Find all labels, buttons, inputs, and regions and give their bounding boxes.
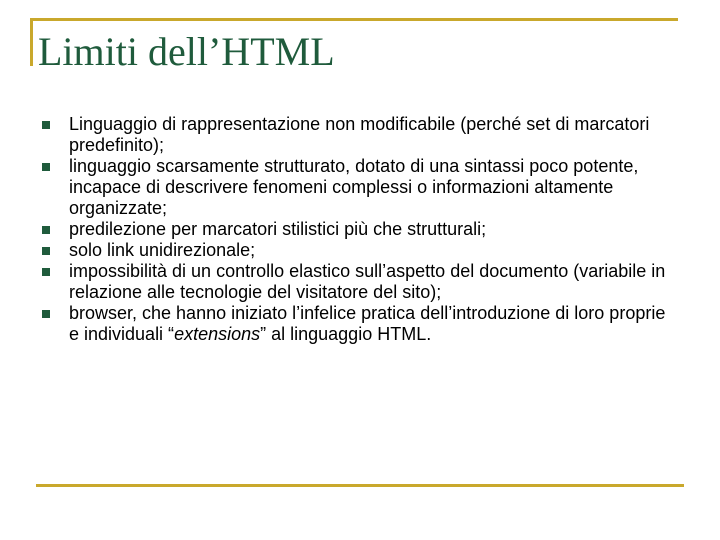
bullet-text-after: ” al linguaggio HTML. xyxy=(260,324,432,344)
square-bullet-icon xyxy=(42,226,50,234)
bullet-item xyxy=(40,156,680,219)
bullet-text-before: browser, che hanno iniziato l’infelice pratica dell’introduzione di loro proprie e individuali “ xyxy=(69,303,666,344)
bullet-item xyxy=(40,219,680,240)
bullet-item xyxy=(40,114,680,156)
bottom-rule-line xyxy=(36,484,684,487)
square-bullet-icon xyxy=(42,163,50,171)
title-frame-left-line xyxy=(30,18,33,66)
square-bullet-icon xyxy=(42,310,50,318)
bullet-text: Linguaggio di rappresentazione non modificabile (perché set di marcatori predefinito); xyxy=(69,114,650,155)
square-bullet-icon xyxy=(42,121,50,129)
bullet-text-italic: extensions xyxy=(174,324,261,344)
bullet-item xyxy=(40,240,680,261)
bullet-item xyxy=(40,303,680,345)
bullet-item xyxy=(40,261,680,303)
bullet-text: impossibilità di un controllo elastico sull’aspetto del documento (variabile in relazione alle tecnologie del visitatore del sito); xyxy=(69,261,666,302)
slide-title: Limiti dell’HTML xyxy=(38,29,335,74)
square-bullet-icon xyxy=(42,247,50,255)
bullet-text xyxy=(69,303,665,344)
bullet-text: linguaggio scarsamente strutturato, dotato di una sintassi poco potente, incapace di descrivere fenomeni complessi o informazioni altamente organizzate; xyxy=(69,156,639,218)
square-bullet-icon xyxy=(42,268,50,276)
bullet-text: predilezione per marcatori stilistici più che strutturali; xyxy=(69,219,487,239)
title-frame-top-line xyxy=(30,18,678,21)
bullet-text: solo link unidirezionale; xyxy=(69,240,256,260)
bullet-list xyxy=(40,114,680,345)
